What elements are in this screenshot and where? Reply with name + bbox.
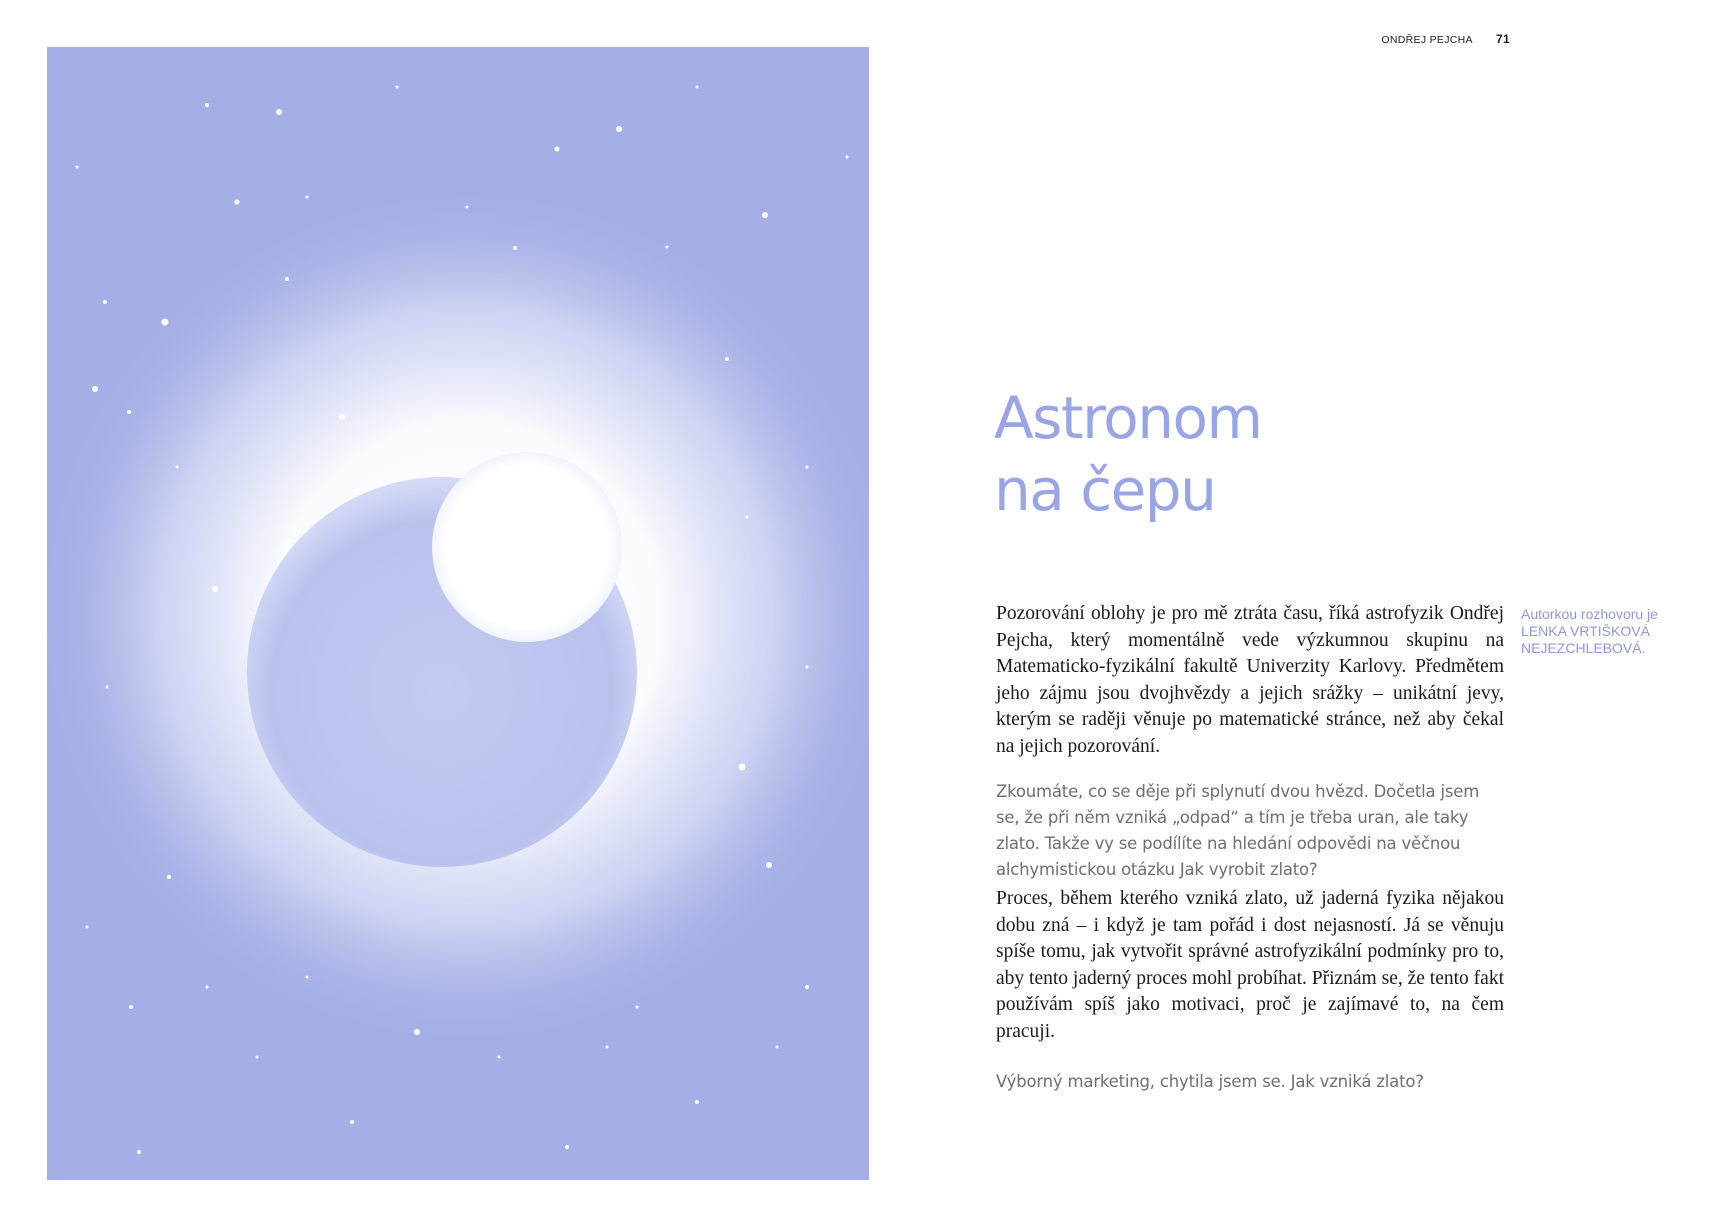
binary-star-illustration [47, 47, 869, 1180]
sidenote-name-line-2: NEJEZCHLEBOVÁ. [1521, 640, 1646, 656]
page-number: 71 [1496, 32, 1510, 46]
author-sidenote [1521, 606, 1711, 657]
sidenote-intro: Autorkou rozhovoru je [1521, 606, 1658, 622]
article-intro: Pozorování oblohy je pro mě ztráta času, říká astrofyzik Ondřej Pejcha, který momentálně vede výzkumnou skupinu na Matematicko-fyzikální fakultě Univerzity Karlovy. Předmětem jeho zájmu jsou dvojhvězdy a jejich srážky – unikátní jevy, kterým se raději věnuje po matematické stránce, než aby čekal na jejich pozorování. [996, 603, 1504, 757]
running-head [1300, 32, 1510, 46]
interview-question-2: Výborný marketing, chytila jsem se. Jak vzniká zlato? [996, 1072, 1424, 1091]
secondary-star [432, 452, 622, 642]
interview-question-1: Zkoumáte, co se děje při splynutí dvou hvězd. Dočetla jsem se, že při něm vzniká „odpad“ a tím je třeba uran, ale taky zlato. Takže vy se podílíte na hledání odpovědi na věčnou alchymistickou otázku Jak vyrobit zlato? [996, 782, 1480, 879]
sidenote-name-line-1: LENKA VRTIŠKOVÁ [1521, 623, 1650, 639]
running-head-author: ONDŘEJ PEJCHA [1381, 34, 1473, 46]
title-line-2: na čepu [994, 456, 1216, 524]
interview-answer-1: Proces, během kterého vzniká zlato, už jaderná fyzika nějakou dobu zná – i když je tam pořád i dost nejasností. Já se věnuju spíše tomu, jak vytvořit správné astrofyzikální podmínky pro to, aby tento jaderný proces mohl probíhat. Přiznám se, že tento fakt používám spíš jako motivaci, proč je zajímavé to, na čem pracuji. [996, 888, 1504, 1042]
article-title [994, 382, 1261, 526]
title-line-1: Astronom [994, 384, 1262, 452]
